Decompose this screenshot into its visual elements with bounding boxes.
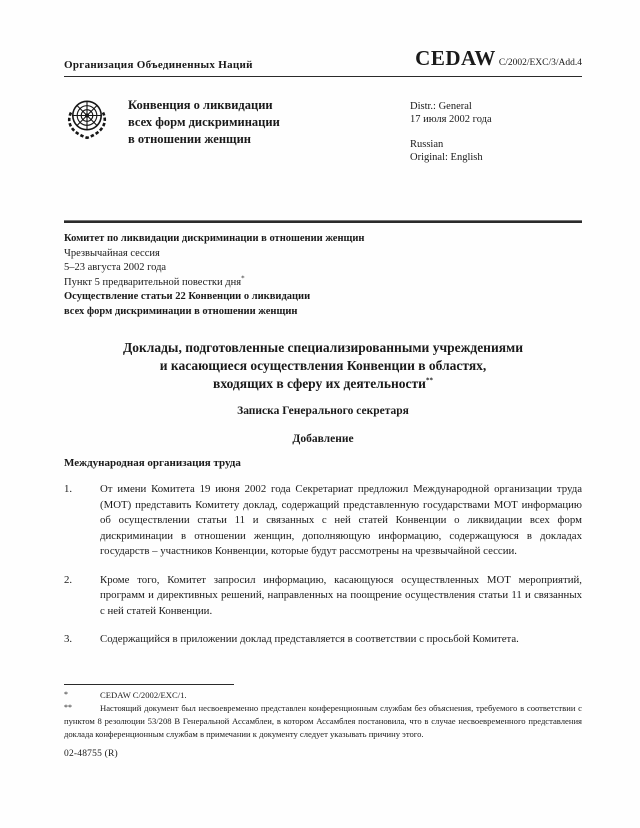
agenda-item-title-line: Осуществление статьи 22 Конвенции о ликвидации <box>64 291 311 302</box>
footnote-2 <box>64 702 582 741</box>
page-header <box>64 46 582 77</box>
paragraph-number: 1. <box>64 483 73 495</box>
footnote-text: CEDAW C/2002/EXC/1. <box>100 690 187 700</box>
convention-title <box>128 97 280 164</box>
paragraph-text: Содержащийся в приложении доклад представляется в соответствии с просьбой Комитета. <box>100 633 519 645</box>
session-name: Чрезвычайная сессия <box>64 247 160 259</box>
masthead <box>64 97 582 164</box>
convention-title-line: Конвенция о ликвидации <box>128 98 273 112</box>
note-by-secretary-general: Записка Генерального секретаря <box>237 405 409 417</box>
paragraph-1 <box>64 482 582 560</box>
convention-title-line: всех форм дискриминации <box>128 115 280 129</box>
footnote-ref-double-asterisk: ** <box>425 376 433 385</box>
document-title <box>64 339 582 393</box>
footnote-ref-asterisk: * <box>241 274 245 282</box>
paragraph-3 <box>64 632 582 648</box>
addendum-heading: Добавление <box>292 433 354 445</box>
footnote-1 <box>64 689 582 702</box>
org-name: Организация Объединенных Наций <box>64 59 253 71</box>
footnote-marker: ** <box>64 703 72 712</box>
committee-name: Комитет по ликвидации дискриминации в отношении женщин <box>64 233 365 244</box>
section-heading-ilo: Международная организация труда <box>64 457 241 469</box>
paragraph-text: Кроме того, Комитет запросил информацию, касающуюся осуществленных МОТ мероприятий, программ и директивных решений, направленных на поощрение осуществления статьи 11 и связанных с ней статей Конвенции. <box>100 573 582 617</box>
document-title-line: Доклады, подготовленные специализированными учреждениями <box>122 340 524 355</box>
paragraph-2 <box>64 573 582 620</box>
paragraph-number: 2. <box>64 573 73 586</box>
convention-title-line: в отношении женщин <box>128 132 251 146</box>
doc-symbol-main: CEDAW <box>415 46 496 70</box>
original-language: Original: English <box>410 152 483 163</box>
language-label: Russian <box>410 139 444 150</box>
un-emblem-icon <box>64 97 112 164</box>
doc-symbol-suffix: C/2002/EXC/3/Add.4 <box>498 58 582 68</box>
agenda-item-title-line: всех форм дискриминации в отношении женщин <box>64 305 298 317</box>
footnote-text: Настоящий документ был несвоевременно представлен конференционным службам без объяснения, требуемого в соответствии с пунктом 8 резолюции 53/208 В Генеральной Ассамблеи, в котором Ассамблея постановила, что в случае несвоевременного представления доклада конференционным службам в примечании к документу следует указывать причину этого. <box>64 703 582 739</box>
section-divider <box>64 220 582 223</box>
footnote-divider <box>64 684 234 685</box>
agenda-item: Пункт 5 предварительной повестки дня* <box>64 274 245 288</box>
doc-symbol <box>415 46 582 71</box>
distr-type: Distr.: General <box>410 101 472 112</box>
document-job-number: 02-48755 (R) <box>64 749 118 759</box>
document-title-line: и касающиеся осуществления Конвенции в областях, <box>159 358 487 373</box>
document-title-line: входящих в сферу их деятельности** <box>213 376 433 391</box>
paragraph-number: 3. <box>64 633 73 645</box>
footnote-marker: * <box>64 690 68 699</box>
paragraph-text: От имени Комитета 19 июня 2002 года Секретариат предложил Международной организации труда (МОТ) представить Комитету доклад, содержащий представленную государствами МОТ информацию об осуществлении статьи 11 и связанных с ней статей Конвенции о ликвидации всех форм дискриминации в отношении женщин, дополняющую информацию, содержащуюся в докладах государств – участников Конвенции, которые будут рассмотрены на чрезвычайной сессии. <box>100 483 582 557</box>
distribution-block <box>410 97 582 164</box>
distr-date: 17 июля 2002 года <box>410 114 492 125</box>
footnotes <box>64 684 582 741</box>
session-block <box>64 232 582 319</box>
session-dates: 5–23 августа 2002 года <box>64 262 167 273</box>
